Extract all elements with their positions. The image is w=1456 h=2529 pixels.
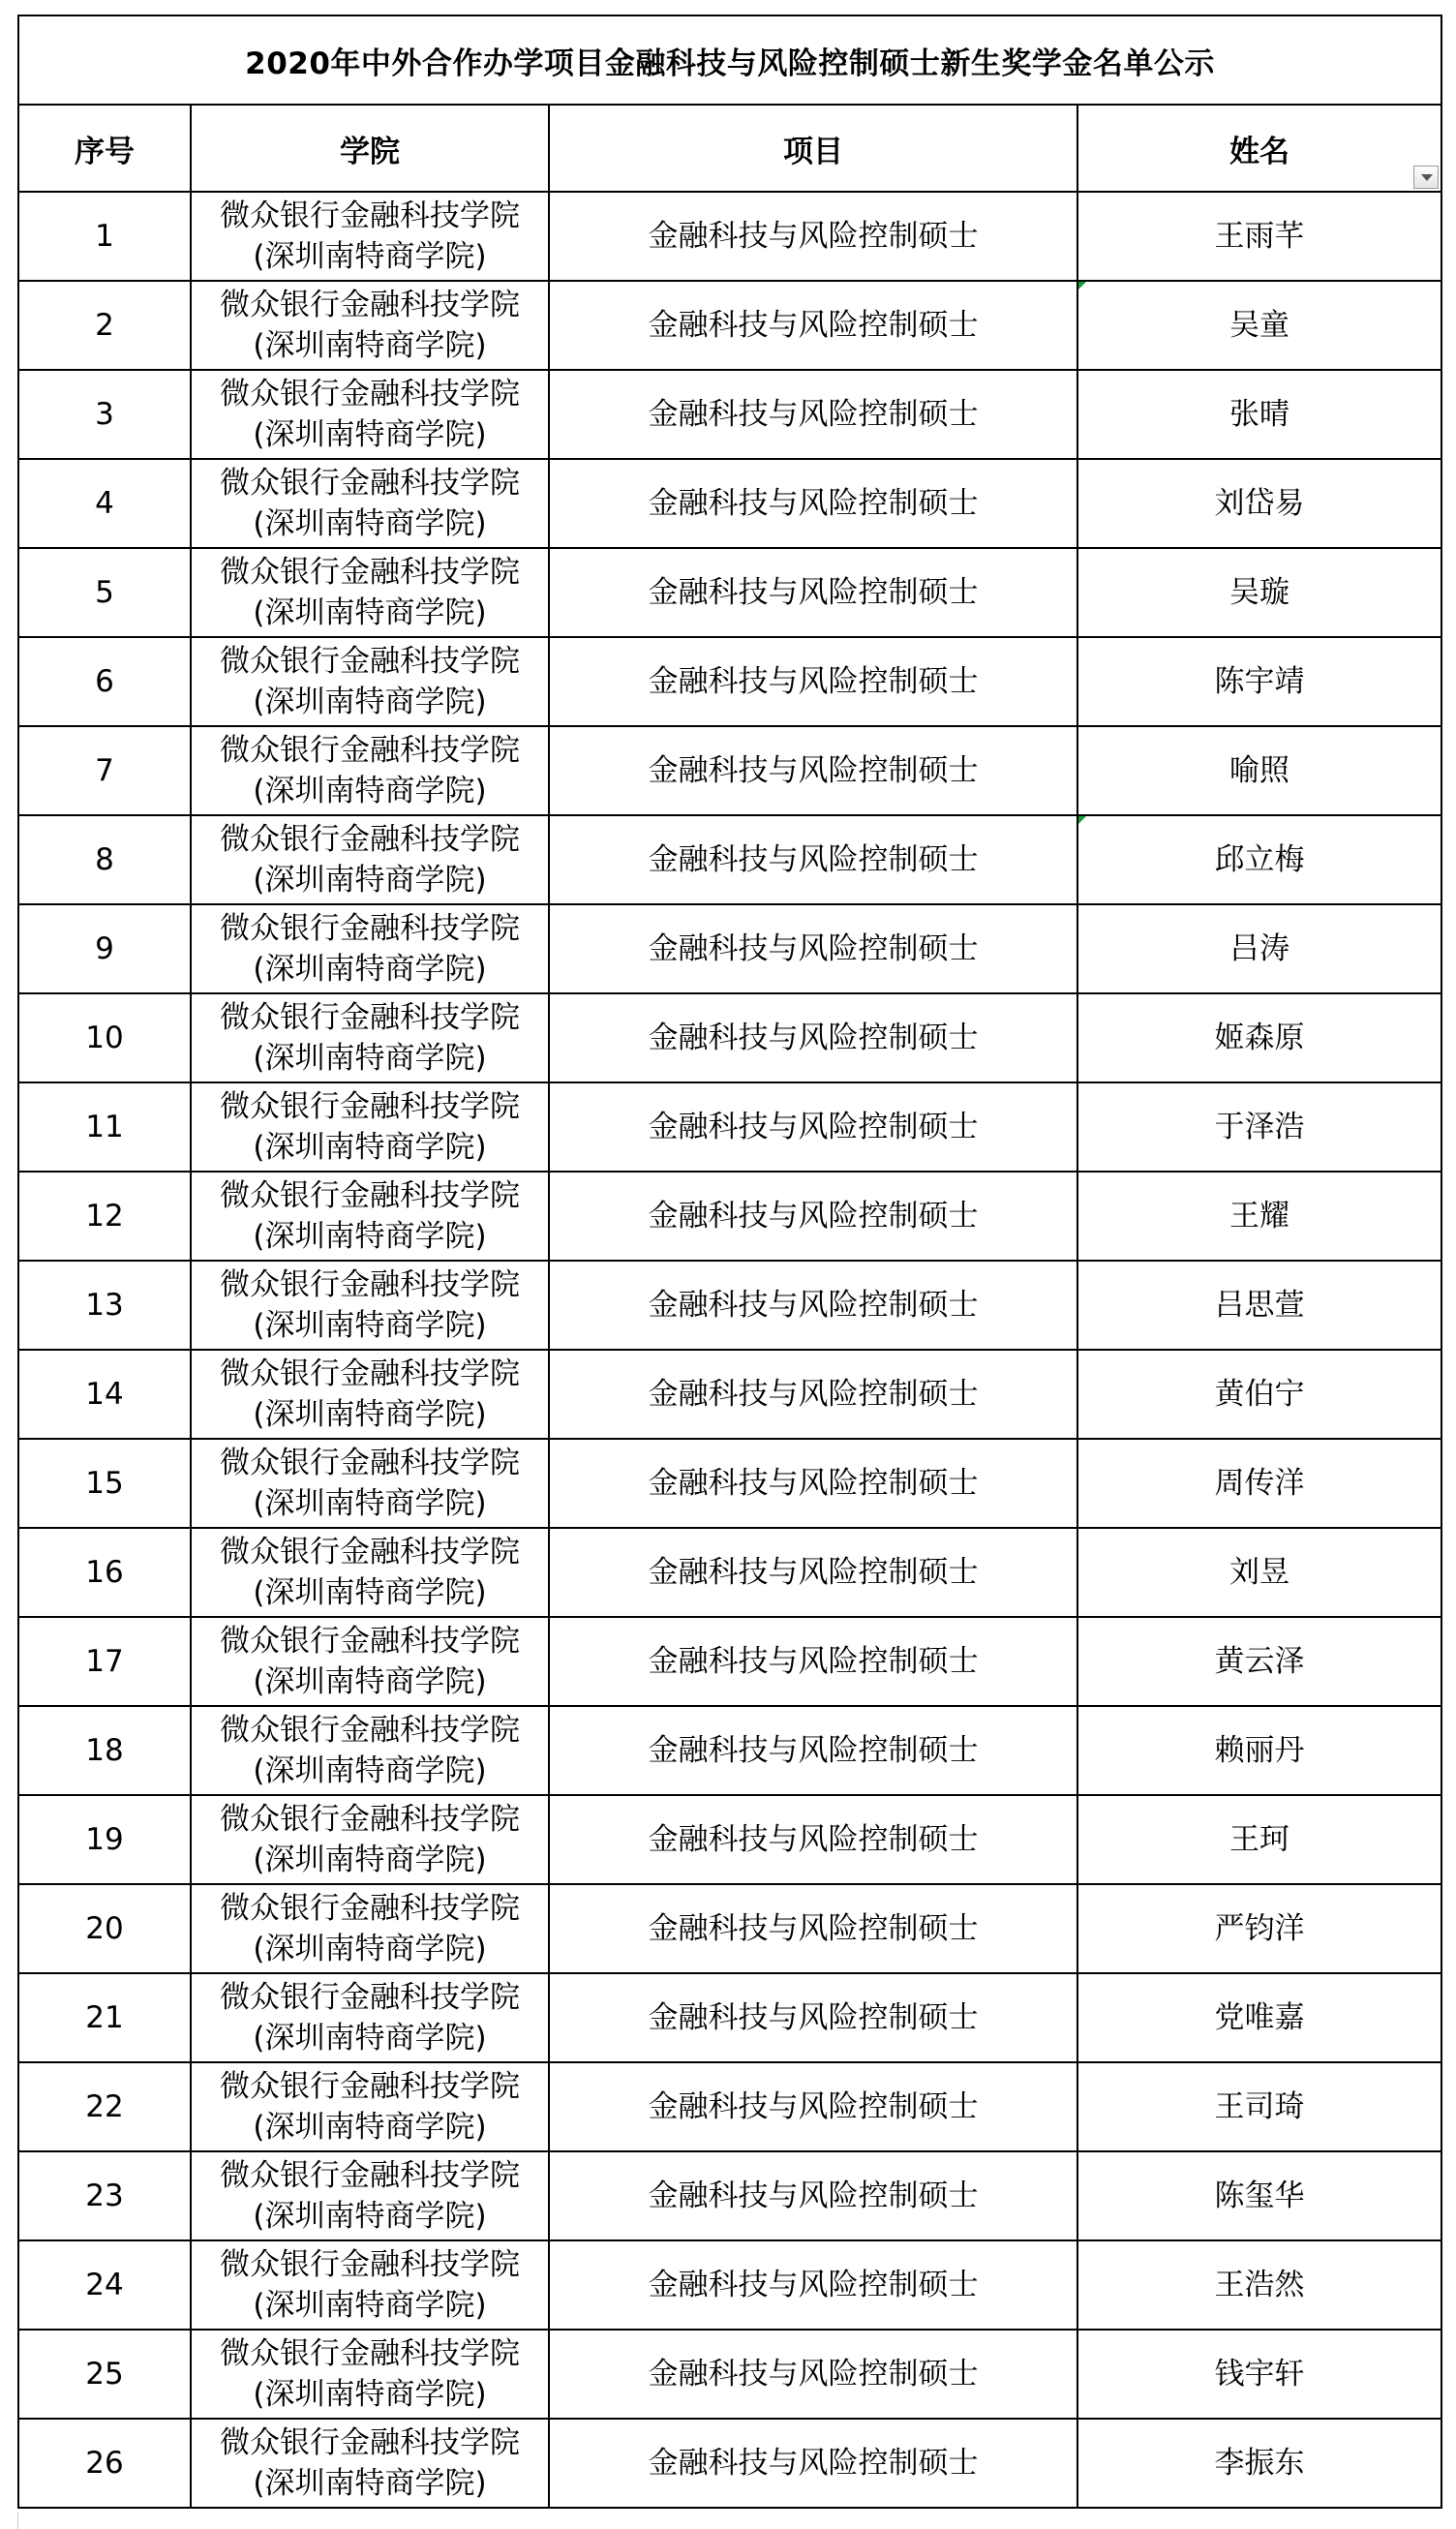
- cell-index[interactable]: 1: [18, 192, 191, 281]
- cell-index[interactable]: 7: [18, 726, 191, 815]
- table-row: [18, 1439, 1441, 1528]
- cell-school[interactable]: [191, 993, 549, 1082]
- cell-program[interactable]: 金融科技与风险控制硕士: [549, 1172, 1077, 1261]
- table-row: [18, 1973, 1441, 2062]
- cell-school[interactable]: [191, 815, 549, 904]
- school-alias: (深圳南特商学院): [253, 774, 487, 808]
- cell-name[interactable]: 吕思萱: [1077, 1261, 1441, 1350]
- cell-index[interactable]: 11: [18, 1082, 191, 1172]
- table-row: [18, 1884, 1441, 1973]
- cell-school[interactable]: [191, 281, 549, 370]
- school-alias: (深圳南特商学院): [253, 1932, 487, 1966]
- cell-program[interactable]: 金融科技与风险控制硕士: [549, 637, 1077, 726]
- cell-name[interactable]: 于泽浩: [1077, 1082, 1441, 1172]
- school-name: 微众银行金融科技学院: [220, 911, 520, 946]
- table-row: [18, 815, 1441, 904]
- cell-name[interactable]: 钱宇轩: [1077, 2330, 1441, 2419]
- cell-school[interactable]: [191, 1350, 549, 1439]
- school-name: 微众银行金融科技学院: [220, 644, 520, 679]
- cell-index[interactable]: 21: [18, 1973, 191, 2062]
- cell-program[interactable]: 金融科技与风险控制硕士: [549, 1439, 1077, 1528]
- cell-school[interactable]: [191, 1884, 549, 1973]
- cell-school[interactable]: [191, 1795, 549, 1884]
- school-alias: (深圳南特商学院): [253, 2110, 487, 2145]
- table-row: [18, 637, 1441, 726]
- school-name: 微众银行金融科技学院: [220, 1267, 520, 1302]
- cell-program[interactable]: 金融科技与风险控制硕士: [549, 548, 1077, 637]
- school-name: 微众银行金融科技学院: [220, 733, 520, 768]
- cell-name[interactable]: 王司琦: [1077, 2062, 1441, 2151]
- cell-school[interactable]: [191, 1172, 549, 1261]
- cell-program[interactable]: 金融科技与风险控制硕士: [549, 1261, 1077, 1350]
- school-name: 微众银行金融科技学院: [220, 1535, 520, 1569]
- cell-name[interactable]: 喻照: [1077, 726, 1441, 815]
- school-name: 微众银行金融科技学院: [220, 1980, 520, 2015]
- cell-name[interactable]: 刘昱: [1077, 1528, 1441, 1617]
- header-program[interactable]: 项目: [549, 105, 1077, 192]
- cell-school[interactable]: [191, 1617, 549, 1706]
- school-name: 微众银行金融科技学院: [220, 377, 520, 411]
- cell-program[interactable]: 金融科技与风险控制硕士: [549, 815, 1077, 904]
- school-name: 微众银行金融科技学院: [220, 288, 520, 322]
- cell-index[interactable]: 25: [18, 2330, 191, 2419]
- school-alias: (深圳南特商学院): [253, 2377, 487, 2412]
- cell-index[interactable]: 4: [18, 459, 191, 548]
- school-alias: (深圳南特商学院): [253, 1843, 487, 1877]
- table-row: [18, 1350, 1441, 1439]
- cell-school[interactable]: [191, 2419, 549, 2508]
- school-name: 微众银行金融科技学院: [220, 2336, 520, 2371]
- school-name: 微众银行金融科技学院: [220, 466, 520, 501]
- cell-school[interactable]: [191, 192, 549, 281]
- school-alias: (深圳南特商学院): [253, 417, 487, 452]
- cell-school[interactable]: [191, 2151, 549, 2240]
- table-row: [18, 548, 1441, 637]
- table-row: [18, 993, 1441, 1082]
- school-name: 微众银行金融科技学院: [220, 1802, 520, 1837]
- table-row: [18, 1706, 1441, 1795]
- cell-program[interactable]: 金融科技与风险控制硕士: [549, 2330, 1077, 2419]
- cell-school[interactable]: [191, 1082, 549, 1172]
- cell-name[interactable]: 姬森原: [1077, 993, 1441, 1082]
- cell-program[interactable]: 金融科技与风险控制硕士: [549, 1973, 1077, 2062]
- school-alias: (深圳南特商学院): [253, 1753, 487, 1788]
- cell-name[interactable]: 吕涛: [1077, 904, 1441, 993]
- cell-index[interactable]: 17: [18, 1617, 191, 1706]
- table-row: [18, 1617, 1441, 1706]
- cell-index[interactable]: 15: [18, 1439, 191, 1528]
- table-row: [18, 2151, 1441, 2240]
- cell-program[interactable]: 金融科技与风险控制硕士: [549, 726, 1077, 815]
- cell-name[interactable]: 王浩然: [1077, 2240, 1441, 2330]
- scholarship-table: [17, 15, 1442, 2509]
- table-row: [18, 1795, 1441, 1884]
- table-row: [18, 2062, 1441, 2151]
- school-alias: (深圳南特商学院): [253, 863, 487, 898]
- cell-school[interactable]: [191, 459, 549, 548]
- school-alias: (深圳南特商学院): [253, 1486, 487, 1521]
- cell-name[interactable]: 党唯嘉: [1077, 1973, 1441, 2062]
- cell-program[interactable]: 金融科技与风险控制硕士: [549, 1795, 1077, 1884]
- school-alias: (深圳南特商学院): [253, 506, 487, 541]
- cell-program[interactable]: 金融科技与风险控制硕士: [549, 2240, 1077, 2330]
- cell-name[interactable]: 李振东: [1077, 2419, 1441, 2508]
- school-name: 微众银行金融科技学院: [220, 198, 520, 233]
- school-alias: (深圳南特商学院): [253, 1219, 487, 1254]
- cell-name[interactable]: 黄云泽: [1077, 1617, 1441, 1706]
- school-alias: (深圳南特商学院): [253, 1130, 487, 1165]
- cell-school[interactable]: [191, 2240, 549, 2330]
- cell-index[interactable]: 23: [18, 2151, 191, 2240]
- cell-program[interactable]: 金融科技与风险控制硕士: [549, 459, 1077, 548]
- school-alias: (深圳南特商学院): [253, 1041, 487, 1076]
- cell-school[interactable]: [191, 726, 549, 815]
- cell-name[interactable]: 刘岱易: [1077, 459, 1441, 548]
- school-name: 微众银行金融科技学院: [220, 822, 520, 857]
- cell-school[interactable]: [191, 904, 549, 993]
- cell-program[interactable]: 金融科技与风险控制硕士: [549, 2151, 1077, 2240]
- cell-index[interactable]: 18: [18, 1706, 191, 1795]
- cell-name[interactable]: 王雨芊: [1077, 192, 1441, 281]
- cell-school[interactable]: [191, 2330, 549, 2419]
- school-alias: (深圳南特商学院): [253, 2466, 487, 2501]
- cell-index[interactable]: 6: [18, 637, 191, 726]
- cell-index[interactable]: 22: [18, 2062, 191, 2151]
- header-name-cell[interactable]: [1077, 105, 1441, 192]
- cell-index[interactable]: 9: [18, 904, 191, 993]
- school-alias: (深圳南特商学院): [253, 952, 487, 987]
- cell-index[interactable]: 8: [18, 815, 191, 904]
- cell-program[interactable]: 金融科技与风险控制硕士: [549, 1884, 1077, 1973]
- cell-school[interactable]: [191, 2062, 549, 2151]
- cell-index[interactable]: 14: [18, 1350, 191, 1439]
- cell-program[interactable]: 金融科技与风险控制硕士: [549, 281, 1077, 370]
- table-row: [18, 192, 1441, 281]
- cell-index[interactable]: 3: [18, 370, 191, 459]
- cell-index[interactable]: 19: [18, 1795, 191, 1884]
- school-alias: (深圳南特商学院): [253, 239, 487, 274]
- school-alias: (深圳南特商学院): [253, 1397, 487, 1432]
- cell-index[interactable]: 12: [18, 1172, 191, 1261]
- cell-school[interactable]: [191, 370, 549, 459]
- cell-school[interactable]: [191, 548, 549, 637]
- cell-school[interactable]: [191, 1528, 549, 1617]
- school-name: 微众银行金融科技学院: [220, 2158, 520, 2193]
- dropdown-arrow-icon[interactable]: [1413, 166, 1439, 189]
- cell-school[interactable]: [191, 1706, 549, 1795]
- table-row: [18, 459, 1441, 548]
- table-row: [18, 281, 1441, 370]
- cell-name[interactable]: 邱立梅: [1077, 815, 1441, 904]
- cell-program[interactable]: 金融科技与风险控制硕士: [549, 2062, 1077, 2151]
- cell-index[interactable]: 24: [18, 2240, 191, 2330]
- table-row: [18, 1082, 1441, 1172]
- cell-program[interactable]: 金融科技与风险控制硕士: [549, 2419, 1077, 2508]
- school-alias: (深圳南特商学院): [253, 1575, 487, 1610]
- school-name: 微众银行金融科技学院: [220, 2425, 520, 2460]
- cell-program[interactable]: 金融科技与风险控制硕士: [549, 370, 1077, 459]
- school-alias: (深圳南特商学院): [253, 2021, 487, 2056]
- cell-school[interactable]: [191, 637, 549, 726]
- school-alias: (深圳南特商学院): [253, 595, 487, 630]
- cell-school[interactable]: [191, 1261, 549, 1350]
- header-school[interactable]: 学院: [191, 105, 549, 192]
- table-row: [18, 1172, 1441, 1261]
- cell-school[interactable]: [191, 1439, 549, 1528]
- table-row: [18, 2330, 1441, 2419]
- cell-index[interactable]: 16: [18, 1528, 191, 1617]
- cell-index[interactable]: 10: [18, 993, 191, 1082]
- cell-program[interactable]: 金融科技与风险控制硕士: [549, 1528, 1077, 1617]
- cell-index[interactable]: 26: [18, 2419, 191, 2508]
- cell-index[interactable]: 2: [18, 281, 191, 370]
- cell-school[interactable]: [191, 1973, 549, 2062]
- school-name: 微众银行金融科技学院: [220, 1178, 520, 1213]
- header-row: [18, 105, 1441, 192]
- school-alias: (深圳南特商学院): [253, 685, 487, 719]
- school-name: 微众银行金融科技学院: [220, 2247, 520, 2282]
- school-alias: (深圳南特商学院): [253, 2288, 487, 2323]
- school-name: 微众银行金融科技学院: [220, 555, 520, 590]
- table-row: [18, 370, 1441, 459]
- school-name: 微众银行金融科技学院: [220, 1089, 520, 1124]
- cell-program[interactable]: 金融科技与风险控制硕士: [549, 1706, 1077, 1795]
- table-row: [18, 2240, 1441, 2330]
- cell-program[interactable]: 金融科技与风险控制硕士: [549, 1350, 1077, 1439]
- school-name: 微众银行金融科技学院: [220, 1000, 520, 1035]
- cell-name[interactable]: 黄伯宁: [1077, 1350, 1441, 1439]
- school-name: 微众银行金融科技学院: [220, 1624, 520, 1659]
- sheet-bottom-edge: [17, 2513, 1441, 2529]
- spreadsheet: [17, 15, 1441, 2509]
- cell-program[interactable]: 金融科技与风险控制硕士: [549, 904, 1077, 993]
- header-index[interactable]: 序号: [18, 105, 191, 192]
- cell-index[interactable]: 5: [18, 548, 191, 637]
- table-row: [18, 1261, 1441, 1350]
- cell-program[interactable]: 金融科技与风险控制硕士: [549, 1617, 1077, 1706]
- cell-name[interactable]: 吴童: [1077, 281, 1441, 370]
- cell-name[interactable]: 张晴: [1077, 370, 1441, 459]
- school-alias: (深圳南特商学院): [253, 1308, 487, 1343]
- cell-name[interactable]: 周传洋: [1077, 1439, 1441, 1528]
- cell-index[interactable]: 20: [18, 1884, 191, 1973]
- school-name: 微众银行金融科技学院: [220, 2069, 520, 2104]
- table-title[interactable]: 2020年中外合作办学项目金融科技与风险控制硕士新生奖学金名单公示: [18, 15, 1441, 105]
- cell-name[interactable]: 王耀: [1077, 1172, 1441, 1261]
- school-name: 微众银行金融科技学院: [220, 1891, 520, 1926]
- school-alias: (深圳南特商学院): [253, 328, 487, 363]
- cell-name[interactable]: 王珂: [1077, 1795, 1441, 1884]
- cell-program[interactable]: 金融科技与风险控制硕士: [549, 192, 1077, 281]
- table-row: [18, 726, 1441, 815]
- school-alias: (深圳南特商学院): [253, 1664, 487, 1699]
- school-alias: (深圳南特商学院): [253, 2199, 487, 2234]
- table-row: [18, 2419, 1441, 2508]
- school-name: 微众银行金融科技学院: [220, 1446, 520, 1480]
- cell-program[interactable]: 金融科技与风险控制硕士: [549, 993, 1077, 1082]
- header-name: 姓名: [1229, 134, 1290, 169]
- table-row: [18, 904, 1441, 993]
- school-name: 微众银行金融科技学院: [220, 1356, 520, 1391]
- school-name: 微众银行金融科技学院: [220, 1713, 520, 1748]
- cell-index[interactable]: 13: [18, 1261, 191, 1350]
- cell-name[interactable]: 严钧洋: [1077, 1884, 1441, 1973]
- cell-name[interactable]: 赖丽丹: [1077, 1706, 1441, 1795]
- table-row: [18, 1528, 1441, 1617]
- cell-name[interactable]: 吴璇: [1077, 548, 1441, 637]
- cell-program[interactable]: 金融科技与风险控制硕士: [549, 1082, 1077, 1172]
- cell-name[interactable]: 陈玺华: [1077, 2151, 1441, 2240]
- cell-name[interactable]: 陈宇靖: [1077, 637, 1441, 726]
